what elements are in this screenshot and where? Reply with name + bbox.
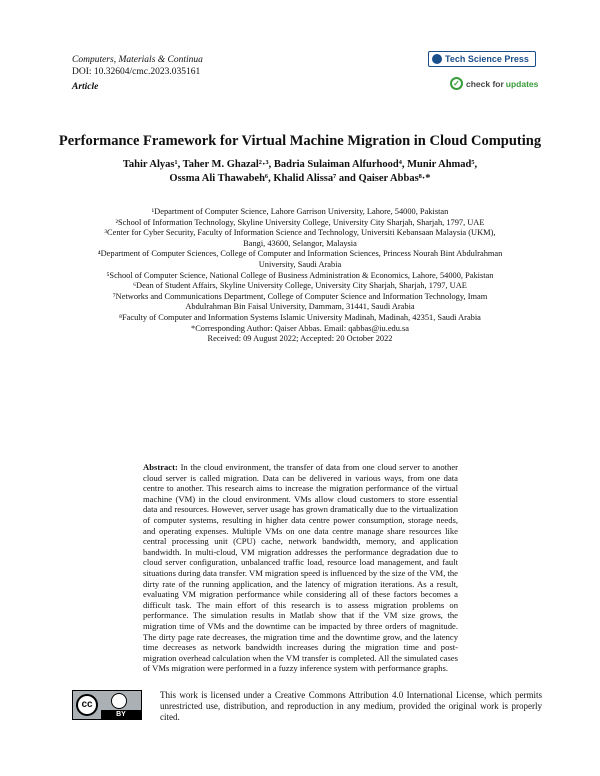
license-text: This work is licensed under a Creative Commons Attribution 4.0 International License, which permits unrestricted use, distribution, and reproduction in any medium, provided the original work is properly cited. xyxy=(160,690,542,722)
updates-label: updates xyxy=(505,78,539,89)
abstract-label: Abstract: xyxy=(143,462,178,472)
affiliation-line: ¹Department of Computer Science, Lahore Garrison University, Lahore, 54000, Pakistan xyxy=(151,207,449,216)
attribution-person-icon xyxy=(111,693,127,709)
abstract xyxy=(143,462,458,674)
license-block xyxy=(72,690,542,730)
publisher-logo xyxy=(428,51,536,67)
check-updates-icon: ✓ xyxy=(450,77,463,90)
affiliation-line: ⁴Department of Computer Sciences, College of Computer and Information Sciences, Princess Nourah Bint Abdulrahman xyxy=(97,249,503,259)
affiliation-line: ²School of Information Technology, Skyline University College, University City Sharjah, Sharjah, 1797, UAE xyxy=(115,217,485,227)
check-for-updates-badge[interactable] xyxy=(450,77,538,90)
check-for-label: check for xyxy=(466,78,504,89)
article-type: Article xyxy=(72,82,99,92)
affiliation-line: ⁵School of Computer Science, National College of Business Administration & Economics, Lahore, 54000, Pakistan xyxy=(106,270,494,280)
paper-title: Performance Framework for Virtual Machine Migration in Cloud Computing xyxy=(58,133,542,149)
author-line: Ossma Ali Thawabeh⁶, Khalid Alissa⁷ and Qaiser Abbas⁸·* xyxy=(169,173,431,184)
publisher-name: Tech Science Press xyxy=(445,54,529,64)
affiliation-line: ³Center for Cyber Security, Faculty of Information Science and Technology, Universiti Kebansaan Malaysia (UKM), xyxy=(104,228,496,238)
globe-icon xyxy=(432,54,442,64)
affiliation-line: ⁶Dean of Student Affairs, Skyline University College, University City Sharjah, Sharjah, 1797, UAE xyxy=(133,281,467,291)
corresponding-author: *Corresponding Author: Qaiser Abbas. Email: qabbas@iu.edu.sa xyxy=(191,323,409,333)
abstract-text: In the cloud environment, the transfer of data from one cloud server to another cloud server is called migration. Data can be delivered in various ways, from one data centre to another. This research aims to increase the migration performance of the virtual machine (VM) in the cloud environment. VMs allow cloud customers to store essential data and resources. However, server usage has grown dramatically due to the virtualization of computer systems, resulting in higher data centre power consumption, storage needs, and operating expenses. Multiple VMs on one data centre manage share resources like central processing unit (CPU) cache, network bandwidth, memory, and application bandwidth. In multi-cloud, VM migration addresses the performance degradation due to cloud server configuration, unbalanced traffic load, resource load management, and fault situations during data transfer. VM migration speed is influenced by the size of the VM, the dirty rate of the running application, and the latency of migration iterations. As a result, evaluating VM migration performance while considering all of these factors becomes a difficult task. The main effort of this research is to assess migration problems on performance. The simulation results in Matlab show that if the VM size grows, the migration time of VMs and the downtime can be impacted by three orders of magnitude. The dirty page rate decreases, the migration time and the downtime grow, and the latency time decreases as network bandwidth increases during the migration time and post-migration overhead calculation when the VM transfer is completed. All the simulated cases of VMs migration were performed in a fuzzy inference system with performance graphs. xyxy=(143,462,458,674)
author-list xyxy=(80,158,520,186)
affiliation-line: Bangi, 43600, Selangor, Malaysia xyxy=(243,238,357,248)
author-line: Tahir Alyas¹, Taher M. Ghazal²·³, Badria Sulaiman Alfurhood⁴, Munir Ahmad⁵, xyxy=(122,159,478,170)
affiliations xyxy=(60,207,540,345)
cc-by-badge[interactable] xyxy=(72,690,142,720)
by-label: BY xyxy=(101,710,141,720)
affiliation-line: ⁸Faculty of Computer and Information Systems Islamic University Madinah, Madinah, 42351, Saudi Arabia xyxy=(119,312,481,322)
received-accepted-dates: Received: 09 August 2022; Accepted: 20 October 2022 xyxy=(207,334,393,344)
journal-name: Computers, Materials & Continua xyxy=(72,55,203,65)
affiliation-line: University, Saudi Arabia xyxy=(258,259,342,269)
doi[interactable]: DOI: 10.32604/cmc.2023.035161 xyxy=(72,67,201,77)
affiliation-line: ⁷Networks and Communications Department, College of Computer Science and Information Technology, Imam xyxy=(112,291,488,301)
cc-icon: cc xyxy=(76,694,98,716)
affiliation-line: Abdulrahman Bin Faisal University, Dammam, 31441, Saudi Arabia xyxy=(185,302,415,312)
